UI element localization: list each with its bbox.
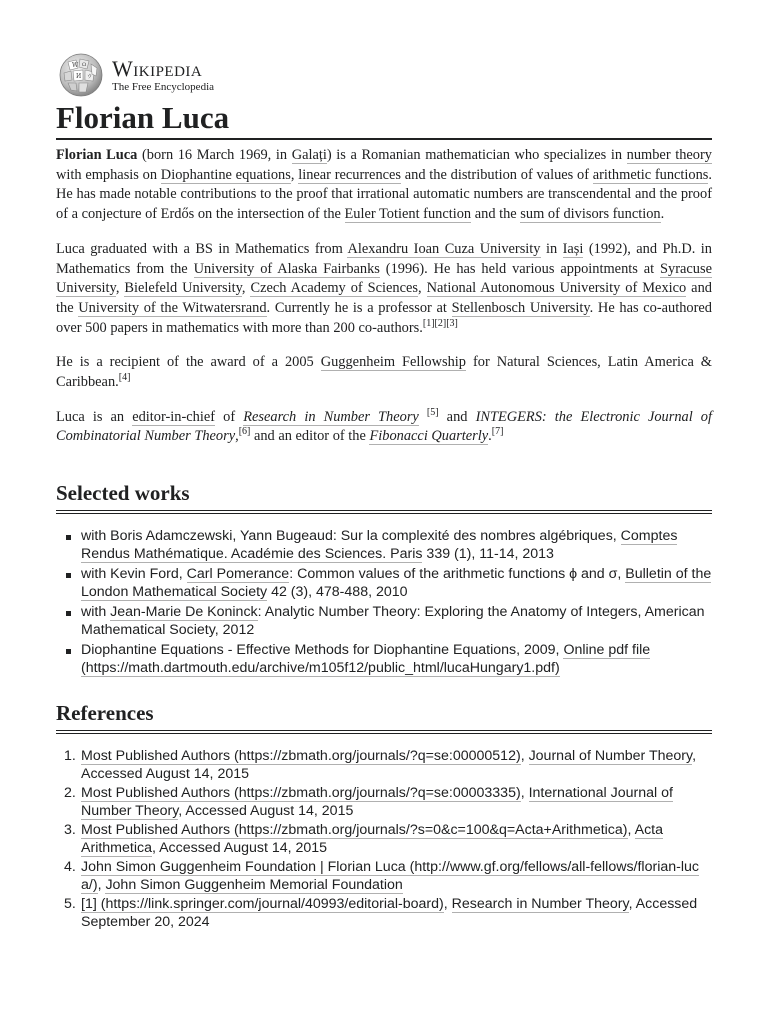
link-research-in-number-theory[interactable]: Research in Number Theory: [243, 408, 419, 425]
text: ,: [443, 896, 452, 913]
text: : Analytic Number Theory: Exploring the Anatomy of Integers, American Mathematical Society, 2012: [81, 604, 705, 638]
text: ) is a Romanian mathematician who specializes in: [326, 147, 627, 163]
reference-item: [56, 785, 712, 820]
citation-4[interactable]: [4]: [118, 372, 131, 384]
link-iasi[interactable]: Iași: [562, 240, 584, 257]
selected-works-heading: Selected works: [56, 480, 712, 514]
ref-link-springer[interactable]: [1] (https://link.springer.com/journal/40993/editorial-board): [81, 896, 444, 913]
reference-number: 3.: [64, 822, 76, 839]
reference-number: 4.: [64, 859, 76, 876]
link-stellenbosch[interactable]: Stellenbosch University: [451, 299, 590, 316]
text: with Kevin Ford,: [81, 566, 187, 583]
text: and the: [471, 206, 521, 223]
list-item: [56, 642, 712, 677]
text: ,: [235, 428, 239, 445]
text: with emphasis on: [56, 166, 161, 183]
ref-link-zbmath-2[interactable]: Most Published Authors (https://zbmath.org/journals/?q=se:00003335): [81, 785, 521, 802]
editor-paragraph: [56, 408, 712, 447]
link-online-pdf[interactable]: Online pdf file (https://math.dartmouth.edu/archive/m105f12/public_html/lucaHungary1.pdf): [81, 642, 651, 676]
reference-number: 1.: [64, 748, 76, 765]
link-diophantine-equations[interactable]: Diophantine equations: [160, 166, 291, 183]
list-item: [56, 528, 712, 563]
text: . He has made notable contributions to the proof that irrational automatic numbers are transcendental and the proof of a conjecture of Erdős on the intersection of the: [56, 166, 713, 223]
text: , Accessed August 14, 2015: [81, 748, 697, 782]
ref-link-zbmath-1[interactable]: Most Published Authors (https://zbmath.org/journals/?q=se:00000512): [81, 748, 521, 765]
svg-text:И: И: [76, 73, 82, 80]
link-cuza-university[interactable]: Alexandru Ioan Cuza University: [347, 240, 541, 257]
text: with: [81, 604, 111, 621]
citation-7[interactable]: [7]: [491, 426, 504, 438]
link-czech-academy[interactable]: Czech Academy of Sciences: [250, 280, 418, 297]
text: .: [488, 428, 492, 445]
text: (1992), and Ph.D. in Mathematics from the: [56, 240, 712, 277]
page-title: Florian Luca: [56, 98, 712, 140]
text: with Boris Adamczewski, Yann Bugeaud: Sur la complexité des nombres algébriques,: [81, 528, 621, 545]
text: .: [660, 206, 665, 223]
education-paragraph: [56, 240, 712, 339]
text: and: [438, 408, 476, 425]
link-guggenheim-fellowship[interactable]: Guggenheim Fellowship: [320, 354, 466, 371]
text: . Currently he is a professor at: [266, 299, 452, 316]
text: 339 (1), 11-14, 2013: [422, 545, 554, 562]
link-syracuse[interactable]: Syracuse University: [56, 260, 712, 297]
reference-item: [56, 822, 712, 857]
svg-text:ウ: ウ: [87, 74, 93, 80]
text: ,: [241, 280, 251, 297]
text: , Accessed August 14, 2015: [151, 839, 328, 856]
award-paragraph: [56, 353, 712, 392]
references-heading: References: [56, 700, 712, 734]
link-euler-totient[interactable]: Euler Totient function: [344, 206, 472, 223]
citation-6[interactable]: [6]: [238, 426, 251, 438]
subject-name: Florian Luca: [56, 147, 138, 163]
ref-link-intl-journal[interactable]: International Journal of Number Theory: [81, 785, 673, 819]
link-alaska-fairbanks[interactable]: University of Alaska Fairbanks: [193, 260, 380, 277]
text: for Natural Sciences, Latin America & Caribbean.: [56, 354, 712, 391]
site-header: [56, 52, 712, 98]
link-sum-of-divisors[interactable]: sum of divisors function: [520, 206, 661, 223]
citation-1-2-3[interactable]: [1][2][3]: [422, 317, 458, 329]
wordmark-tagline: The Free Encyclopedia: [112, 80, 215, 93]
list-item: [56, 566, 712, 601]
svg-text:W: W: [72, 62, 79, 69]
text: (born 16 March 1969, in: [137, 147, 292, 163]
text: ,: [115, 280, 125, 297]
link-unam[interactable]: National Autonomous University of Mexico: [426, 280, 687, 297]
text: He is a recipient of the award of a 2005: [56, 354, 321, 371]
text: ,: [520, 785, 529, 802]
text: ,: [97, 876, 106, 893]
link-carl-pomerance[interactable]: Carl Pomerance: [186, 566, 290, 583]
text: : Common values of the arithmetic functions ϕ and σ,: [289, 566, 626, 583]
text: . He has co-authored over 500 papers in mathematics with more than 200 co-authors.: [56, 299, 712, 336]
ref-link-zbmath-3[interactable]: Most Published Authors (https://zbmath.org/journals/?s=0&c=100&q=Acta+Arithmetica): [81, 822, 628, 839]
link-linear-recurrences[interactable]: linear recurrences: [298, 166, 402, 183]
text: ,: [290, 166, 299, 183]
list-item: [56, 604, 712, 639]
text: and the: [56, 280, 712, 316]
text: in: [540, 240, 563, 257]
link-galati[interactable]: Galați: [291, 147, 327, 163]
citation-5[interactable]: [5]: [426, 406, 439, 418]
svg-text:Ω: Ω: [82, 62, 87, 68]
text: and an editor of the: [250, 428, 370, 445]
link-witwatersrand[interactable]: University of the Witwatersrand: [78, 299, 267, 316]
ref-link-guggenheim-foundation[interactable]: John Simon Guggenheim Memorial Foundation: [105, 876, 403, 893]
text: Luca graduated with a BS in Mathematics from: [56, 240, 348, 257]
ref-link-research-number-theory[interactable]: Research in Number Theory: [451, 896, 629, 913]
link-arithmetic-functions[interactable]: arithmetic functions: [592, 166, 709, 183]
link-de-koninck[interactable]: Jean-Marie De Koninck: [110, 604, 258, 621]
link-bielefeld[interactable]: Bielefeld University: [124, 280, 242, 297]
text: (1996). He has held various appointments at: [379, 260, 661, 277]
link-bulletin-lms[interactable]: Bulletin of the London Mathematical Society: [81, 566, 712, 600]
link-fibonacci-quarterly[interactable]: Fibonacci Quarterly: [369, 428, 489, 445]
text: Luca is an: [56, 408, 133, 425]
ref-link-gf-org[interactable]: John Simon Guggenheim Foundation | Florian Luca (http://www.gf.org/fellows/all-fellows/florian-luca/): [81, 859, 699, 893]
intro-paragraph: [56, 146, 712, 225]
reference-item: [56, 859, 712, 894]
references-list: [56, 748, 712, 931]
wordmark-title: Wikipedia: [112, 55, 203, 81]
wikipedia-globe-icon[interactable]: [56, 52, 106, 98]
reference-number: 5.: [64, 896, 76, 913]
link-editor-in-chief[interactable]: editor-in-chief: [132, 408, 216, 425]
page: [56, 0, 712, 931]
text: Diophantine Equations - Effective Methods for Diophantine Equations, 2009,: [81, 642, 564, 659]
text: , Accessed August 14, 2015: [178, 802, 354, 819]
text: ,: [520, 748, 529, 765]
text: of: [215, 408, 244, 425]
wikipedia-wordmark[interactable]: [112, 55, 215, 93]
reference-item: [56, 748, 712, 783]
text: ,: [418, 280, 427, 297]
link-number-theory[interactable]: number theory: [626, 147, 712, 163]
ref-link-acta-arithmetica[interactable]: Acta Arithmetica: [81, 822, 664, 856]
text: 42 (3), 478-488, 2010: [267, 583, 408, 600]
ref-link-journal-number-theory[interactable]: Journal of Number Theory: [528, 748, 693, 765]
reference-number: 2.: [64, 785, 76, 802]
reference-item: [56, 896, 712, 931]
link-comptes-rendus[interactable]: Comptes Rendus Mathématique. Académie des Sciences. Paris: [81, 528, 678, 562]
selected-works-list: [56, 528, 712, 677]
text: ,: [627, 822, 635, 839]
integers-journal: INTEGERS: the Electronic Journal of Combinatorial Number Theory: [56, 408, 713, 445]
text: , Accessed September 20, 2024: [81, 896, 698, 930]
text: and the distribution of values of: [401, 166, 593, 183]
